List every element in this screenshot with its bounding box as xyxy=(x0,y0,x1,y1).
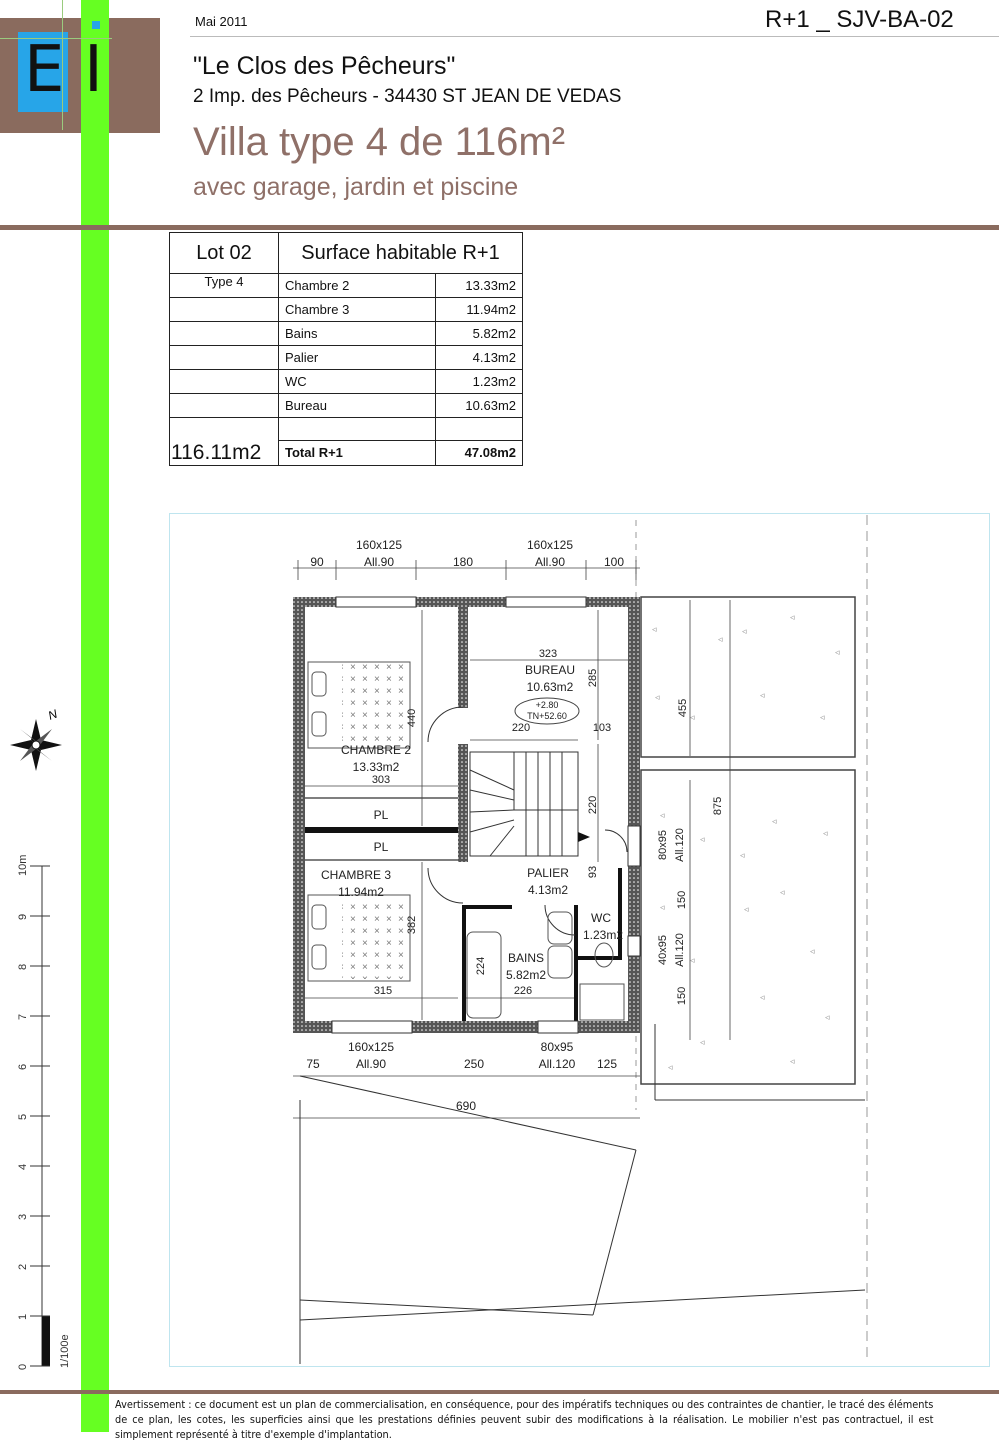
window-top-left xyxy=(336,597,416,607)
interior-wall xyxy=(458,744,468,862)
svg-text:◃: ◃ xyxy=(825,1012,830,1022)
dimension-label: 382 xyxy=(406,915,418,935)
room-area: 10.63m2 xyxy=(436,394,523,418)
dimension-label: 224 xyxy=(475,956,487,976)
dimension-label: 220 xyxy=(511,722,531,734)
window-top-right xyxy=(506,597,586,607)
dimension-label: 285 xyxy=(587,668,599,688)
window-sill: All.120 xyxy=(538,1057,576,1071)
window-sill: All.90 xyxy=(355,1057,387,1071)
window-size: 160x125 xyxy=(347,1040,395,1054)
interior-wall xyxy=(305,827,458,833)
svg-text:◃: ◃ xyxy=(790,1056,795,1066)
svg-text:◃: ◃ xyxy=(760,992,765,1002)
terrace-east xyxy=(641,770,855,1084)
villa-subtitle: avec garage, jardin et piscine xyxy=(193,173,519,201)
svg-text:◃: ◃ xyxy=(810,946,815,956)
project-address: 2 Imp. des Pêcheurs - 34430 ST JEAN DE VEDAS xyxy=(193,86,622,107)
svg-text:◃: ◃ xyxy=(760,690,765,700)
interior-wall xyxy=(462,905,512,909)
room-name-palier: PALIER xyxy=(527,866,569,880)
logo-letter-i: I xyxy=(84,33,103,107)
scale-label: 9 xyxy=(17,913,29,920)
scale-label: 6 xyxy=(17,1063,29,1070)
interior-wall xyxy=(578,956,622,960)
window-size: 160x125 xyxy=(526,538,574,552)
scale-label: 2 xyxy=(17,1263,29,1270)
window-bottom-right xyxy=(538,1021,578,1033)
svg-text:◃: ◃ xyxy=(660,810,665,820)
window-sill: All.90 xyxy=(363,555,395,569)
interior-wall xyxy=(458,607,468,708)
terrace-north xyxy=(641,597,855,757)
room-name-wc: WC xyxy=(591,911,611,925)
document-reference: R+1 _ SJV-BA-02 xyxy=(765,6,954,33)
room-area: 4.13m2 xyxy=(436,346,523,370)
dimension-label: 250 xyxy=(463,1057,485,1071)
overall-width: 690 xyxy=(455,1099,477,1113)
svg-text:◃: ◃ xyxy=(835,647,840,657)
window-right-1 xyxy=(628,826,640,866)
dimension-label: 100 xyxy=(603,555,625,569)
svg-text:◃: ◃ xyxy=(690,712,695,722)
svg-text:◃: ◃ xyxy=(772,816,777,826)
svg-text:◃: ◃ xyxy=(660,902,665,912)
scale-label: 10m xyxy=(17,854,29,876)
scale-ratio: 1/100e xyxy=(59,1334,71,1368)
villa-title: Villa type 4 de 116m² xyxy=(193,120,566,164)
closet-label: PL xyxy=(373,840,389,854)
svg-text:◃: ◃ xyxy=(780,887,785,897)
room-name: Bureau xyxy=(279,394,436,418)
level-tag: TN+52.60 xyxy=(527,711,567,721)
total-area: 47.08m2 xyxy=(436,441,523,466)
dimension-label: 180 xyxy=(452,555,474,569)
interior-wall xyxy=(574,905,578,1021)
room-name: Chambre 3 xyxy=(279,298,436,322)
interior-wall xyxy=(618,868,622,960)
room-name-chambre-3: CHAMBRE 3 xyxy=(320,868,392,882)
window-bottom-left xyxy=(332,1021,412,1033)
bed-cover xyxy=(342,897,408,979)
scale-label: 0 xyxy=(17,1363,29,1370)
room-name-bureau: BUREAU xyxy=(524,663,576,677)
scale-label: 3 xyxy=(17,1213,29,1220)
room-area: 13.33m2 xyxy=(436,274,523,298)
interior-wall xyxy=(462,905,466,1021)
level-tag: +2.80 xyxy=(535,700,559,710)
window-sill: All.120 xyxy=(674,933,686,967)
disclaimer: Avertissement : ce document est un plan de commercialisation, en conséquence, pour des impératifs techniques ou des contraintes de chantier, le tracé des éléments de ce plan, les cotes, les superficies ainsi que les prestations définies peuvent subir des modifications à la réalisation. Le mobilier n'est pas contractuel, il est simplement représenté à titre d'exemple d'implantation. xyxy=(115,1399,934,1441)
scale-bar xyxy=(17,855,71,1370)
svg-text:◃: ◃ xyxy=(744,904,749,914)
dimension-label: 315 xyxy=(373,985,393,997)
room-area: 1.23m2 xyxy=(436,370,523,394)
svg-text:◃: ◃ xyxy=(718,634,723,644)
dimension-label: 125 xyxy=(596,1057,618,1071)
garage-outline xyxy=(300,1024,865,1364)
dimension-label: 150 xyxy=(676,986,688,1006)
window-size: 80x95 xyxy=(657,830,669,860)
svg-text:◃: ◃ xyxy=(790,612,795,622)
room-name-bains: BAINS xyxy=(507,951,545,965)
window-sill: All.120 xyxy=(674,828,686,862)
window-size: 80x95 xyxy=(540,1040,574,1054)
window-right-2 xyxy=(628,936,640,956)
room-name: Chambre 2 xyxy=(279,274,436,298)
room-area-chambre-2: 13.33m2 xyxy=(352,760,400,774)
dimension-label: 75 xyxy=(306,1057,320,1071)
scale-label: 8 xyxy=(17,963,29,970)
dimension-label: 303 xyxy=(371,774,391,786)
dimension-label: 455 xyxy=(677,698,689,718)
svg-text:◃: ◃ xyxy=(652,624,657,634)
svg-text:◃: ◃ xyxy=(820,712,825,722)
dimension-label: 90 xyxy=(310,555,324,569)
window-sill: All.90 xyxy=(534,555,566,569)
dimension-label: 103 xyxy=(592,722,612,734)
scale-label: 1 xyxy=(17,1313,29,1320)
type-cell: Type 4 xyxy=(170,274,279,298)
window-size: 40x95 xyxy=(657,935,669,965)
scale-label: 7 xyxy=(17,1013,29,1020)
svg-text:◃: ◃ xyxy=(668,1062,673,1072)
room-area-palier: 4.13m2 xyxy=(527,883,569,897)
closet-label: PL xyxy=(373,808,389,822)
total-label: Total R+1 xyxy=(279,441,436,466)
window-size: 160x125 xyxy=(355,538,403,552)
room-area: 5.82m2 xyxy=(436,322,523,346)
room-name: Bains xyxy=(279,322,436,346)
room-name: Palier xyxy=(279,346,436,370)
svg-text:◃: ◃ xyxy=(700,1037,705,1047)
room-area-chambre-3: 11.94m2 xyxy=(338,885,384,899)
dimension-label: 150 xyxy=(676,890,688,910)
dimension-label: 226 xyxy=(513,985,533,997)
svg-text:◃: ◃ xyxy=(655,692,660,702)
compass-rose xyxy=(10,719,62,771)
dimension-label: 323 xyxy=(538,648,558,660)
dimension-label: 875 xyxy=(712,796,724,816)
svg-text:◃: ◃ xyxy=(823,828,828,838)
svg-text:◃: ◃ xyxy=(740,850,745,860)
compass-north: N xyxy=(46,706,60,723)
document-date: Mai 2011 xyxy=(195,14,248,29)
room-area-wc: 1.23m2 xyxy=(582,928,624,942)
dimension-label: 440 xyxy=(406,708,418,728)
scale-label: 5 xyxy=(17,1113,29,1120)
bed-cover xyxy=(342,664,408,746)
room-area-bureau: 10.63m2 xyxy=(526,680,574,694)
lot-cell: Lot 02 xyxy=(170,233,279,274)
svg-text:◃: ◃ xyxy=(700,834,705,844)
room-name-chambre-2: CHAMBRE 2 xyxy=(340,743,412,757)
table-heading: Surface habitable R+1 xyxy=(279,233,523,274)
svg-text:◃: ◃ xyxy=(742,626,747,636)
svg-text:◃: ◃ xyxy=(690,955,695,965)
scale-label: 4 xyxy=(17,1163,29,1170)
total-surface: 116.11m2 xyxy=(170,441,279,466)
dimension-label: 220 xyxy=(587,795,599,815)
room-name: WC xyxy=(279,370,436,394)
footer-separator xyxy=(0,1390,999,1394)
project-name: "Le Clos des Pêcheurs" xyxy=(193,52,456,80)
dimension-label: 93 xyxy=(587,865,599,879)
room-area-bains: 5.82m2 xyxy=(505,968,547,982)
logo-letter-e: E xyxy=(24,33,65,107)
room-area: 11.94m2 xyxy=(436,298,523,322)
